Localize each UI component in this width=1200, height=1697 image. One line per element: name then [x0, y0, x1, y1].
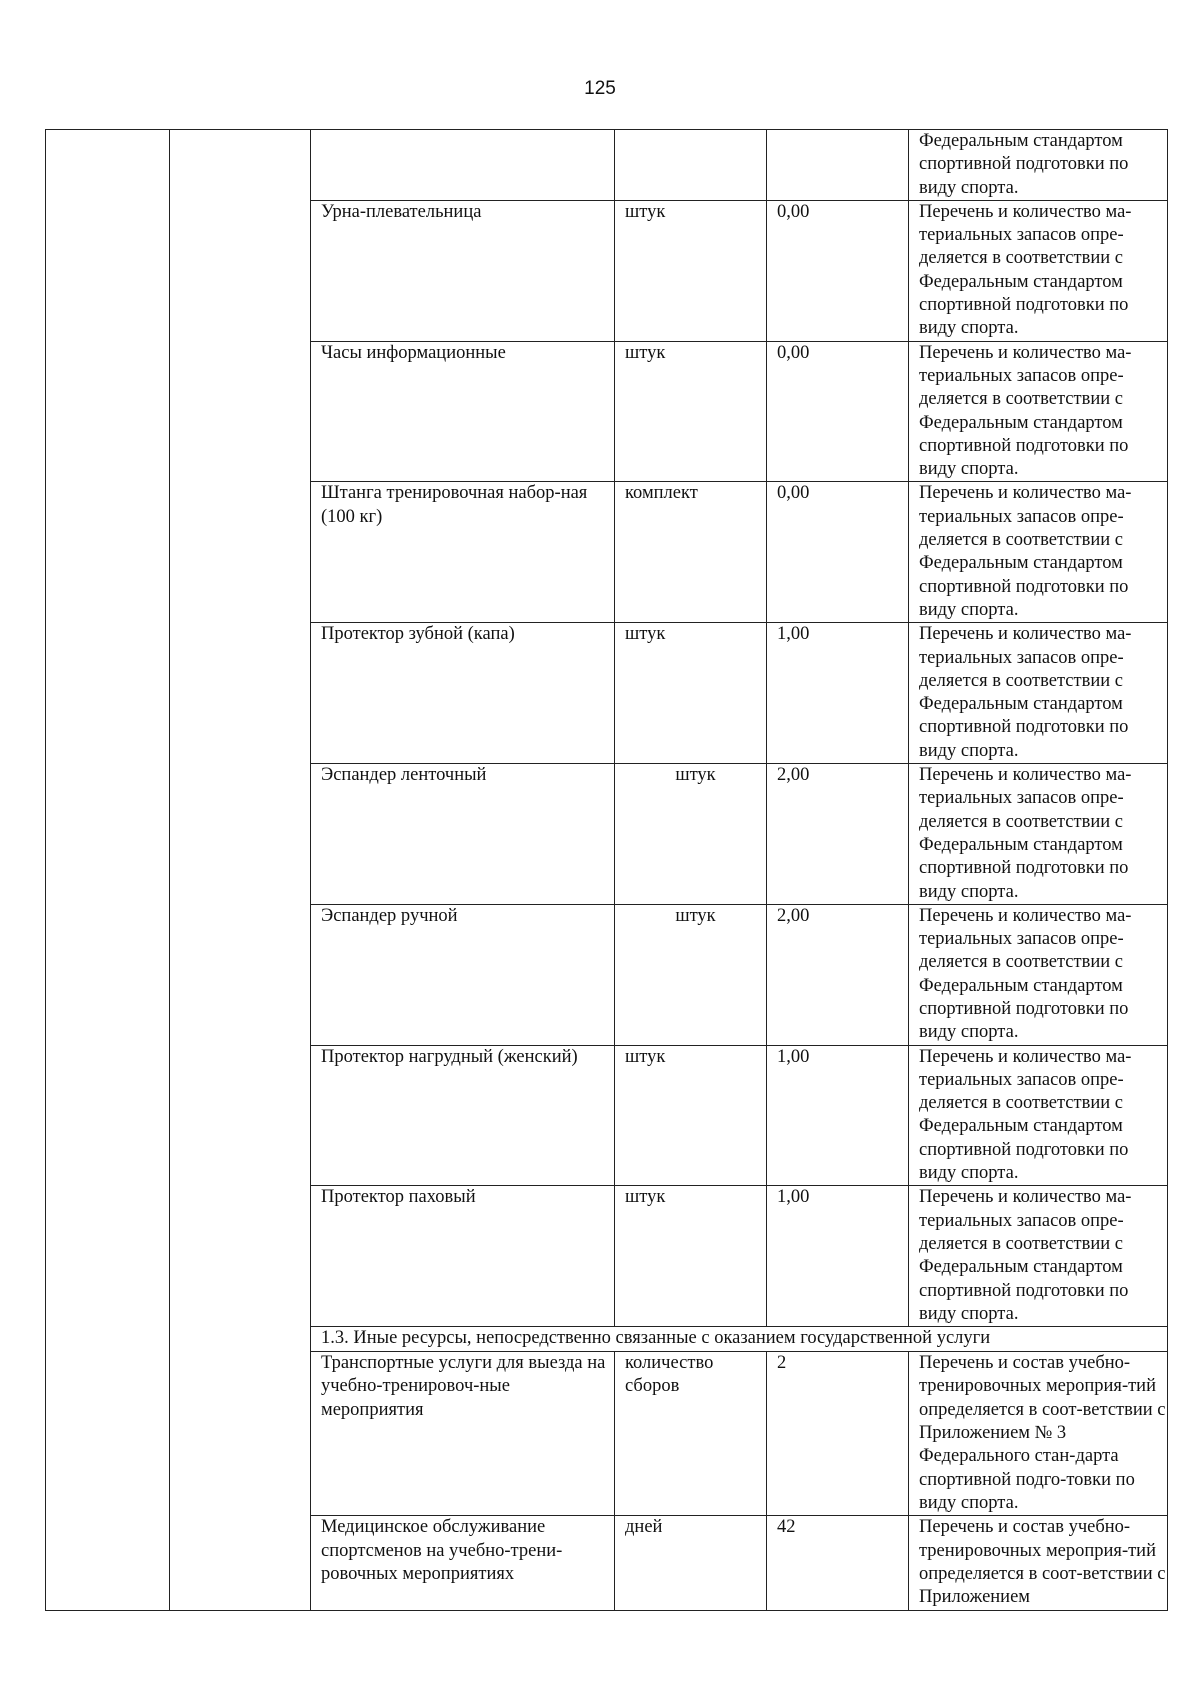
empty-column-2: [170, 130, 311, 1611]
quantity-cell: 1,00: [767, 1186, 909, 1327]
unit-cell: штук: [615, 200, 767, 341]
quantity-cell: 1,00: [767, 1045, 909, 1186]
unit-cell: [615, 130, 767, 201]
quantity-cell: 2,00: [767, 904, 909, 1045]
section-heading: 1.3. Иные ресурсы, непосредственно связанные с оказанием государственной услуги: [311, 1327, 1168, 1352]
unit-cell: штук: [615, 623, 767, 764]
unit-cell: штук: [615, 764, 767, 905]
quantity-cell: 2: [767, 1352, 909, 1516]
note-cell: Перечень и состав учебно-тренировочных мероприя-тий определяется в соот-ветствии с Приложением № 3 Федерального стан-дарта спортивной подго-товки по виду спорта.: [909, 1352, 1168, 1516]
item-name-cell: Протектор паховый: [311, 1186, 615, 1327]
empty-column-1: [46, 130, 170, 1611]
item-name-cell: Часы информационные: [311, 341, 615, 482]
note-cell: Перечень и количество ма-териальных запасов опре-деляется в соответствии с Федеральным стандартом спортивной подготовки по виду спорта.: [909, 1186, 1168, 1327]
note-cell: Перечень и количество ма-териальных запасов опре-деляется в соответствии с Федеральным стандартом спортивной подготовки по виду спорта.: [909, 904, 1168, 1045]
note-cell: Федеральным стандартом спортивной подготовки по виду спорта.: [909, 130, 1168, 201]
unit-cell: штук: [615, 904, 767, 1045]
resources-table: [45, 129, 1168, 1611]
note-cell: Перечень и количество ма-териальных запасов опре-деляется в соответствии с Федеральным стандартом спортивной подготовки по виду спорта.: [909, 764, 1168, 905]
unit-cell: комплект: [615, 482, 767, 623]
unit-cell: штук: [615, 1186, 767, 1327]
table-row: [46, 130, 1168, 201]
note-cell: Перечень и количество ма-териальных запасов опре-деляется в соответствии с Федеральным стандартом спортивной подготовки по виду спорта.: [909, 1045, 1168, 1186]
item-name-cell: [311, 130, 615, 201]
unit-cell: штук: [615, 1045, 767, 1186]
quantity-cell: 1,00: [767, 623, 909, 764]
note-cell: Перечень и количество ма-териальных запасов опре-деляется в соответствии с Федеральным стандартом спортивной подготовки по виду спорта.: [909, 200, 1168, 341]
note-cell: Перечень и количество ма-териальных запасов опре-деляется в соответствии с Федеральным стандартом спортивной подготовки по виду спорта.: [909, 623, 1168, 764]
item-name-cell: Эспандер ленточный: [311, 764, 615, 905]
unit-cell: количество сборов: [615, 1352, 767, 1516]
quantity-cell: [767, 130, 909, 201]
note-cell: Перечень и количество ма-териальных запасов опре-деляется в соответствии с Федеральным стандартом спортивной подготовки по виду спорта.: [909, 482, 1168, 623]
quantity-cell: 42: [767, 1516, 909, 1611]
item-name-cell: Эспандер ручной: [311, 904, 615, 1045]
unit-cell: дней: [615, 1516, 767, 1611]
item-name-cell: Урна-плевательница: [311, 200, 615, 341]
note-cell: Перечень и состав учебно-тренировочных мероприя-тий определяется в соот-ветствии с Приложением: [909, 1516, 1168, 1611]
page-number: 125: [584, 78, 616, 99]
item-name-cell: Протектор зубной (капа): [311, 623, 615, 764]
quantity-cell: 0,00: [767, 482, 909, 623]
item-name-cell: Транспортные услуги для выезда на учебно-тренировоч-ные мероприятия: [311, 1352, 615, 1516]
unit-cell: штук: [615, 341, 767, 482]
item-name-cell: Медицинское обслуживание спортсменов на учебно-трени-ровочных мероприятиях: [311, 1516, 615, 1611]
item-name-cell: Протектор нагрудный (женский): [311, 1045, 615, 1186]
note-cell: Перечень и количество ма-териальных запасов опре-деляется в соответствии с Федеральным стандартом спортивной подготовки по виду спорта.: [909, 341, 1168, 482]
quantity-cell: 0,00: [767, 341, 909, 482]
quantity-cell: 2,00: [767, 764, 909, 905]
item-name-cell: Штанга тренировочная набор-ная (100 кг): [311, 482, 615, 623]
quantity-cell: 0,00: [767, 200, 909, 341]
